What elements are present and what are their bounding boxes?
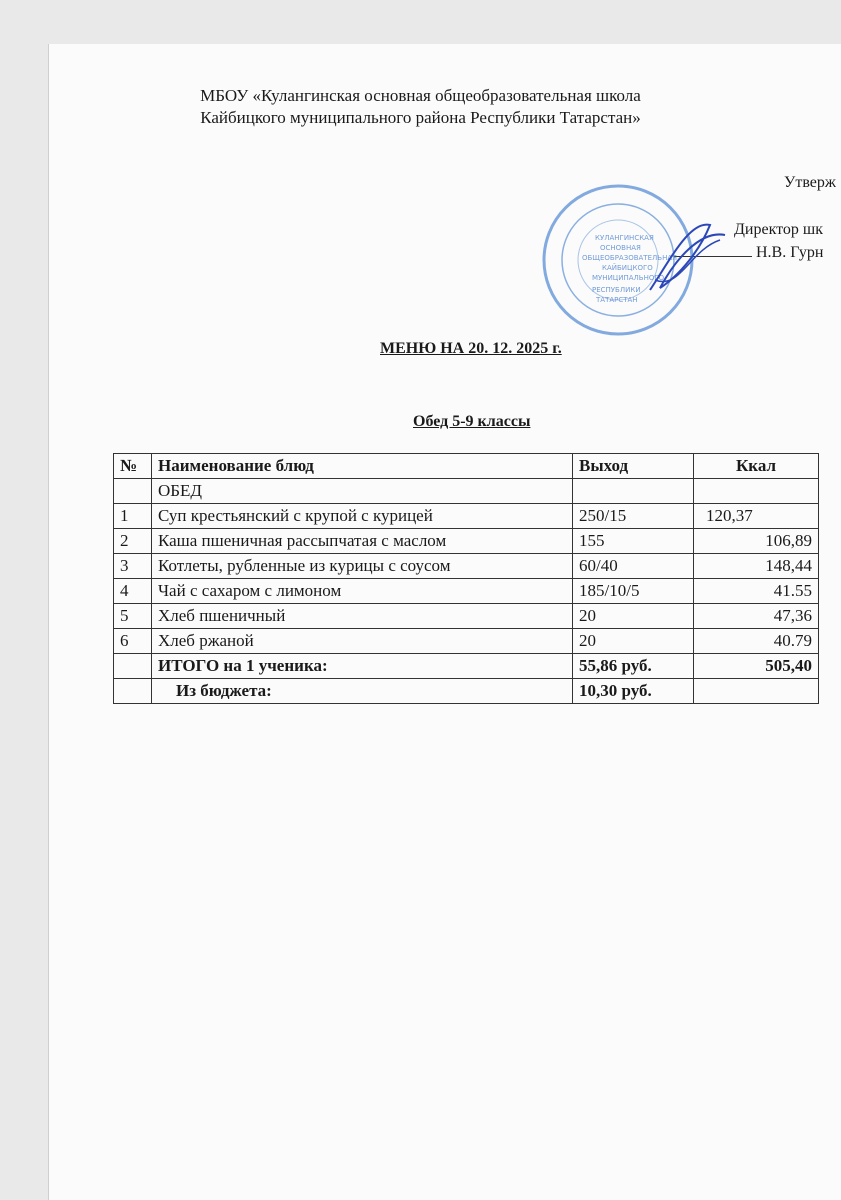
table-row <box>114 554 819 579</box>
section-label: ОБЕД <box>152 479 573 504</box>
col-output: Выход <box>573 454 694 479</box>
school-name-line1: МБОУ «Кулангинская основная общеобразовательная школа <box>200 86 641 105</box>
row-number: 6 <box>114 629 152 654</box>
svg-text:РЕСПУБЛИКИ: РЕСПУБЛИКИ <box>592 286 641 294</box>
menu-subtitle: Обед 5-9 классы <box>413 413 531 430</box>
table-header-row <box>114 454 819 479</box>
approval-label: Утверж <box>784 174 836 191</box>
dish-name: Котлеты, рубленные из курицы с соусом <box>152 554 573 579</box>
svg-text:КУЛАНГИНСКАЯ: КУЛАНГИНСКАЯ <box>595 234 654 242</box>
dish-output: 20 <box>573 629 694 654</box>
total-kcal: 505,40 <box>694 654 819 679</box>
table-row <box>114 504 819 529</box>
col-number: № <box>114 454 152 479</box>
dish-kcal: 148,44 <box>694 554 819 579</box>
dish-name: Суп крестьянский с крупой с курицей <box>152 504 573 529</box>
svg-text:ТАТАРСТАН: ТАТАРСТАН <box>596 296 638 304</box>
table-row <box>114 629 819 654</box>
dish-kcal: 47,36 <box>694 604 819 629</box>
director-name-text: Н.В. Гурн <box>756 244 824 261</box>
row-number: 4 <box>114 579 152 604</box>
total-label: ИТОГО на 1 ученика: <box>152 654 573 679</box>
section-row <box>114 479 819 504</box>
total-cost: 55,86 руб. <box>573 654 694 679</box>
dish-output: 60/40 <box>573 554 694 579</box>
dish-name: Хлеб ржаной <box>152 629 573 654</box>
row-number: 1 <box>114 504 152 529</box>
dish-kcal: 120,37 <box>694 504 819 529</box>
row-number: 3 <box>114 554 152 579</box>
budget-cost: 10,30 руб. <box>573 679 694 704</box>
dish-name: Хлеб пшеничный <box>152 604 573 629</box>
menu-title: МЕНЮ НА 20. 12. 2025 г. <box>380 340 562 357</box>
svg-text:КАЙБИЦКОГО: КАЙБИЦКОГО <box>602 264 653 272</box>
budget-label: Из бюджета: <box>152 679 573 704</box>
dish-name: Чай с сахаром с лимоном <box>152 579 573 604</box>
col-name: Наименование блюд <box>152 454 573 479</box>
dish-output: 250/15 <box>573 504 694 529</box>
dish-output: 155 <box>573 529 694 554</box>
budget-row <box>114 679 819 704</box>
row-number: 2 <box>114 529 152 554</box>
dish-name: Каша пшеничная рассыпчатая с маслом <box>152 529 573 554</box>
svg-text:ОБЩЕОБРАЗОВАТЕЛЬНАЯ: ОБЩЕОБРАЗОВАТЕЛЬНАЯ <box>582 254 677 262</box>
dish-kcal: 41.55 <box>694 579 819 604</box>
director-position: Директор шк <box>734 221 824 238</box>
school-stamp-icon <box>540 180 740 350</box>
table-row <box>114 529 819 554</box>
row-number: 5 <box>114 604 152 629</box>
svg-text:ОСНОВНАЯ: ОСНОВНАЯ <box>600 244 641 252</box>
table-row <box>114 604 819 629</box>
svg-text:МУНИЦИПАЛЬНОГО: МУНИЦИПАЛЬНОГО <box>592 274 665 282</box>
dish-output: 20 <box>573 604 694 629</box>
col-kcal: Ккал <box>694 454 819 479</box>
dish-kcal: 106,89 <box>694 529 819 554</box>
dish-output: 185/10/5 <box>573 579 694 604</box>
school-name-line2: Кайбицкого муниципального района Республики Татарстан» <box>200 108 641 127</box>
table-row <box>114 579 819 604</box>
total-row <box>114 654 819 679</box>
menu-table <box>113 453 819 704</box>
dish-kcal: 40.79 <box>694 629 819 654</box>
